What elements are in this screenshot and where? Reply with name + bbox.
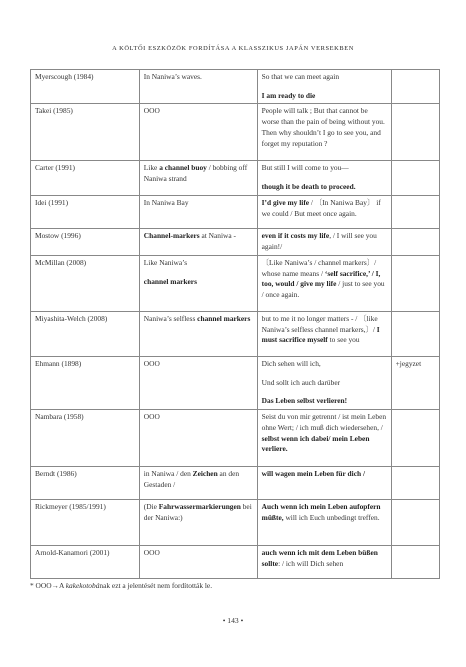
verse-translation-cell — [257, 467, 391, 500]
bold-fragment: I’d give my life — [261, 198, 310, 208]
image-translation-cell — [139, 229, 257, 255]
text-fragment: 〔Like Naniwa’s / channel markers〕/ whose name means / — [261, 257, 377, 278]
bold-fragment: even if it costs my life — [261, 231, 330, 241]
verse-translation-cell — [257, 229, 391, 255]
table-row — [31, 229, 440, 255]
table-body — [31, 70, 440, 579]
bold-fragment: Auch wenn ich mein Leben aufopfern müßte, — [261, 502, 381, 522]
translator-cell: Takei (1985) — [31, 104, 140, 161]
verse-translation-cell — [257, 104, 391, 161]
line-gap — [262, 174, 387, 182]
table-row — [31, 196, 440, 229]
text-fragment: People will talk ; But that cannot be worse than the pain of being without you. Then why shouldn’t I go to see you, and forget my reputation ? — [261, 106, 385, 148]
image-translation-cell — [139, 104, 257, 161]
verse-translation-cell — [257, 196, 391, 229]
text-fragment: will ich Euch unbedingt treffen. — [283, 512, 380, 522]
image-translation-cell — [139, 70, 257, 104]
text-fragment: , / I will see you again!/ — [261, 231, 377, 252]
table-row — [31, 546, 440, 579]
verse-translation-cell — [257, 161, 391, 196]
translator-cell: Carter (1991) — [31, 161, 140, 196]
table-row — [31, 500, 440, 546]
image-translation-cell — [139, 356, 257, 409]
text-fragment: In Naniwa Bay — [143, 198, 189, 208]
table-row — [31, 356, 440, 409]
table-row — [31, 410, 440, 467]
translator-cell: Mostow (1996) — [31, 229, 140, 255]
bold-fragment: Fahrwassermarkierungen — [158, 502, 241, 512]
bold-fragment: channel markers — [197, 313, 251, 323]
bold-fragment: auch wenn ich mit dem Leben büßen sollte — [261, 548, 378, 568]
line-gap — [262, 83, 387, 91]
table-row — [31, 104, 440, 161]
text-fragment: at Naniwa - — [199, 231, 236, 241]
note-cell — [391, 70, 439, 104]
image-translation-cell — [139, 196, 257, 229]
text-fragment: an den Gestaden / — [143, 469, 240, 489]
note-cell — [391, 467, 439, 500]
text-fragment: Und sollt ich auch darüber — [261, 377, 341, 387]
verse-translation-cell — [257, 500, 391, 546]
note-cell — [391, 229, 439, 255]
translator-cell: Ehmann (1898) — [31, 356, 140, 409]
translator-cell: Berndt (1986) — [31, 467, 140, 500]
line-gap — [262, 370, 387, 378]
verse-translation-cell — [257, 410, 391, 467]
table-row — [31, 467, 440, 500]
verse-translation-cell — [257, 70, 391, 104]
note-cell — [391, 196, 439, 229]
translator-cell: Idei (1991) — [31, 196, 140, 229]
translator-cell: Rickmeyer (1985/1991) — [31, 500, 140, 546]
note-cell: +jegyzet — [391, 356, 439, 409]
verse-translation-cell — [257, 356, 391, 409]
table-row — [31, 161, 440, 196]
text-fragment: OOO — [143, 106, 160, 116]
translator-cell: Miyashita-Welch (2008) — [31, 311, 140, 356]
note-cell — [391, 161, 439, 196]
bold-fragment: Zeichen — [192, 469, 218, 479]
bold-fragment: a channel buoy — [159, 163, 207, 173]
translator-cell: Nambara (1958) — [31, 410, 140, 467]
image-translation-cell — [139, 410, 257, 467]
verse-translation-cell — [257, 311, 391, 356]
text-fragment: OOO — [143, 412, 160, 422]
text-fragment: but to me it no longer matters - / 〔like Naniwa’s selfless channel markers,〕/ — [261, 313, 378, 334]
footnote-term: kakekotobá — [65, 581, 100, 590]
text-fragment: / bobbing off Naniwa strand — [143, 163, 248, 184]
translator-cell: Myerscough (1984) — [31, 70, 140, 104]
bold-fragment: ‘self sacrifice,’ / I, too, would / give my life — [261, 268, 381, 289]
note-cell — [391, 410, 439, 467]
image-translation-cell — [139, 311, 257, 356]
line-gap — [262, 388, 387, 396]
image-translation-cell — [139, 467, 257, 500]
text-fragment: Seist du von mir getrennt / ist mein Leben ohne Wert; / ich muß dich wiedersehen, / — [261, 412, 387, 432]
footnote — [30, 581, 212, 590]
bold-fragment: Channel-markers — [143, 231, 200, 241]
bold-fragment: I must sacrifice myself — [261, 324, 380, 345]
text-fragment: / just to see you / once again. — [261, 279, 385, 300]
translator-cell: Arnold-Kanamori (2001) — [31, 546, 140, 579]
text-fragment: in Naniwa / den — [143, 469, 193, 479]
bold-fragment: selbst wenn ich dabei/ mein Leben verliere. — [261, 433, 370, 454]
image-translation-cell — [139, 161, 257, 196]
note-cell — [391, 104, 439, 161]
table-row — [31, 255, 440, 311]
note-cell — [391, 546, 439, 579]
text-fragment: OOO — [143, 358, 160, 368]
bold-fragment: though it be death to proceed. — [261, 182, 356, 192]
translator-cell: McMillan (2008) — [31, 255, 140, 311]
image-translation-cell — [139, 500, 257, 546]
text-fragment: OOO — [143, 548, 160, 558]
bold-fragment: channel markers — [143, 276, 197, 286]
translation-comparison-table — [30, 69, 440, 579]
footnote-prefix: * OOO→A — [30, 581, 66, 590]
image-translation-cell — [139, 255, 257, 311]
image-translation-cell — [139, 546, 257, 579]
bold-fragment: will wagen mein Leben für dich / — [261, 469, 365, 479]
note-cell — [391, 500, 439, 546]
line-gap — [144, 269, 253, 277]
table-row — [31, 70, 440, 104]
text-fragment: Dich sehen will ich, — [261, 358, 321, 368]
text-fragment: Naniwa’s selfless — [143, 313, 198, 323]
text-fragment: So that we can meet again — [261, 72, 340, 81]
footnote-rest: nak ezt a jelentését nem fordították le. — [99, 581, 213, 590]
text-fragment: Like Naniwa’s — [143, 257, 188, 267]
running-header: A KÖLTŐI ESZKÖZÖK FORDÍTÁSA A KLASSZIKUS JAPÁN VERSEKBEN — [112, 45, 354, 52]
text-fragment: In Naniwa’s waves. — [143, 72, 202, 81]
note-cell — [391, 311, 439, 356]
page-number: • 143 • — [222, 616, 244, 625]
table-row — [31, 311, 440, 356]
bold-fragment: I am ready to die — [261, 90, 316, 100]
text-fragment: Like — [143, 163, 160, 173]
text-fragment: (Die — [143, 502, 159, 512]
text-fragment: But still I will come to you— — [261, 163, 349, 173]
bold-fragment: Das Leben selbst verlieren! — [261, 396, 348, 406]
verse-translation-cell — [257, 546, 391, 579]
note-cell — [391, 255, 439, 311]
text-fragment: / 〔In Naniwa Bay〕 if we could / But meet once again. — [261, 198, 381, 219]
text-fragment: bei der Naniwa:) — [143, 502, 252, 522]
text-fragment: to see you — [327, 335, 360, 345]
text-fragment: : / ich will Dich sehen — [278, 558, 344, 568]
verse-translation-cell — [257, 255, 391, 311]
